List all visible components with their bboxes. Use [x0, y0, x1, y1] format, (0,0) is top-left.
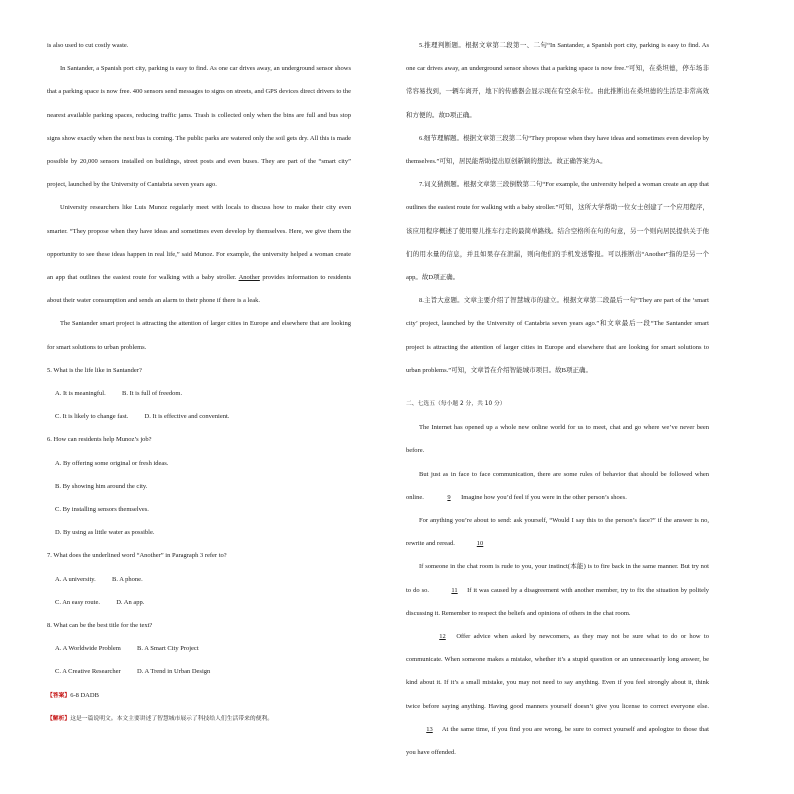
blank-10: 10 [476, 540, 484, 548]
cloze-text: If it was caused by a disagreement with another member, try to fix the situation by politely discussing it. Remember to respect the beliefs and opinions of others in the chat room. [406, 586, 710, 617]
cloze-text: At the same time, if you find you are wrong, be sure to correct yourself and apologize to those that you have offended. [406, 725, 709, 757]
cloze-text: But just as in face to face communication, there are some rules of behavior that should be followed when online. [406, 470, 709, 501]
question-8-option-row: C. A Creative Researcher D. A Trend in Urban Design [55, 668, 211, 676]
analysis-tag: 【解析】 [47, 715, 71, 722]
question-6-option: B. By showing him around the city. [55, 482, 148, 490]
question-8-option-row: A. A Worldwide Problem B. A Smart City Project [55, 645, 199, 653]
cloze-paragraph-1: The Internet has opened up a whole new online world for us to meet, chat and go where we’ve never been before. [406, 424, 709, 455]
blank-13: 13 [426, 725, 433, 733]
underlined-word-another: Another [238, 274, 260, 282]
question-7: 7. What does the underlined word “Another” in Paragraph 3 refer to? [47, 552, 227, 560]
passage-text: University researchers like Luis Munoz regularly meet with locals to discuss how to make their city even smarter. “They propose when they have ideas and sometimes even develop by themselves. Here, we give them the opportunity to see these ideas happen in real life,” said Munoz. For example, the university helped a woman create an app that outlines the easiest route for walking with a baby stroller. [47, 204, 351, 282]
cloze-paragraph-2 [406, 463, 709, 509]
question-5-option-row: C. It is likely to change fast. D. It is effective and convenient. [55, 413, 230, 421]
passage-continuation: is also used to cut costly waste. [47, 42, 129, 49]
answer-line [47, 684, 351, 708]
question-6: 6. How can residents help Munoz’s job? [47, 436, 152, 444]
blank-12: 12 [439, 633, 446, 641]
question-6-option: D. By using as little water as possible. [55, 529, 155, 537]
answer-tag: 【答案】 [47, 692, 71, 699]
question-7-option-row: A. A university. B. A phone. [55, 575, 143, 583]
analysis-line [47, 708, 351, 731]
question-8: 8. What can be the best title for the text? [47, 622, 153, 630]
passage-paragraph-smart-project: The Santander smart project is attracting the attention of larger cities in Europe and elsewhere that are looking for smart solutions to urban problems. [47, 320, 351, 351]
passage-text: provides information to residents about their water consumption and sends an alarm to their phone if there is a leak. [47, 274, 352, 305]
explanation-6: 6.细节理解题。根据文章第三段第二句“They propose when they have ideas and sometimes even develop by themselves.”可知，居民能帮助提出原创新颖的想法。故正确答案为A。 [406, 134, 709, 166]
blank-11: 11 [451, 586, 458, 594]
passage-paragraph-researchers [47, 196, 351, 312]
question-7-option-row: C. An easy route. D. An app. [55, 598, 145, 606]
question-5: 5. What is the life like in Santander? [47, 366, 142, 374]
question-6-option: C. By installing sensors themselves. [55, 506, 149, 514]
answer-text: 6-8 DADB [70, 691, 99, 699]
explanation-7: 7.词义猜测题。根据文章第三段倒数第二句“For example, the university helped a woman create an app that outlines the easiest route for walking with a baby stroller.”可知，这所大学帮助一位女士创建了一个应用程序，该应用程序概述了使用婴儿推车行走的最简单路线。结合空格所在句的句意，另一个则向居民提供关于他们的用水量的信息，并且如果存在泄漏，则向他们的手机发送警报。可以推断出“Another”指的是另一个app。故D项正确。 [406, 181, 709, 282]
right-column [406, 34, 709, 764]
cloze-paragraph-4 [406, 555, 709, 625]
explanation-8: 8.主旨大意题。文章主要介绍了智慧城市的建立。根据文章第二段最后一句“They are part of the ‘smart city’ project, launched by the University of Cantabria seven years ago.”和文章最后一段“The Santander smart project is attracting the attention of larger cities in Europe and elsewhere that are looking for smart solutions to urban problems.”可知，文章旨在介绍智能城市项目。故B项正确。 [406, 297, 709, 374]
blank-9: 9 [447, 493, 451, 501]
analysis-text: 这是一篇说明文。本文主要讲述了智慧城市展示了科技给人们生活带来的便利。 [70, 715, 274, 722]
cloze-text: Offer advice when asked by newcomers, as they may not be sure what to do or how to communicate. When someone makes a mistake, whether it’s a stupid question or an unnecessarily long answer, be kind about it. If it’s a small mistake, you may not need to say anything. Even if you feel strongly about it, think twice before saying anything. Having good manners yourself doesn’t give you license to correct everyone else. [406, 633, 709, 710]
left-column [47, 34, 351, 731]
passage-paragraph-santander: In Santander, a Spanish port city, parking is easy to find. As one car drives away, an underground sensor shows that a parking space is now free. 400 sensors send messages to signs on streets, and GPS devices direct drivers to the nearest available parking spaces, reducing traffic jams. Trash is collected only when the bins are full and bus stop signs show exactly when the next bus is coming. The public parks are watered only the soil gets dry. All this is made possible by 20,000 sensors installed on buildings, street posts and even buses. They are part of the “smart city” project, launched by the University of Cantabria seven years ago. [47, 65, 351, 189]
cloze-text: If someone in the chat room is rude to you, your instinct(本能) is to fire back in the same manner. But try not to do so. [406, 563, 709, 594]
cloze-text: For anything you’re about to send: ask yourself, “Would I say this to the person’s face?” if the answer is no, rewrite and reread. [406, 517, 709, 548]
section-title: 二、七选五（每小题 2 分，共 10 分） [406, 401, 506, 408]
cloze-paragraph-5 [406, 625, 709, 764]
question-6-option: A. By offering some original or fresh ideas. [55, 459, 169, 467]
cloze-text: Imagine how you’d feel if you were in the other person’s shoes. [461, 493, 627, 501]
explanation-5: 5.推理判断题。根据文章第二段第一、二句“In Santander, a Spanish port city, parking is easy to find. As one car drives away, an underground sensor shows that a parking space is now free.”可知，在桑坦德，停车场非常容易找到，一辆车离开，地下的传感器会显示现在有空余车位。由此推断出在桑坦德的生活是非常高效和方便的。故D项正确。 [406, 42, 709, 119]
question-5-option-row: A. It is meaningful. B. It is full of freedom. [55, 390, 183, 398]
cloze-paragraph-3 [406, 509, 709, 555]
